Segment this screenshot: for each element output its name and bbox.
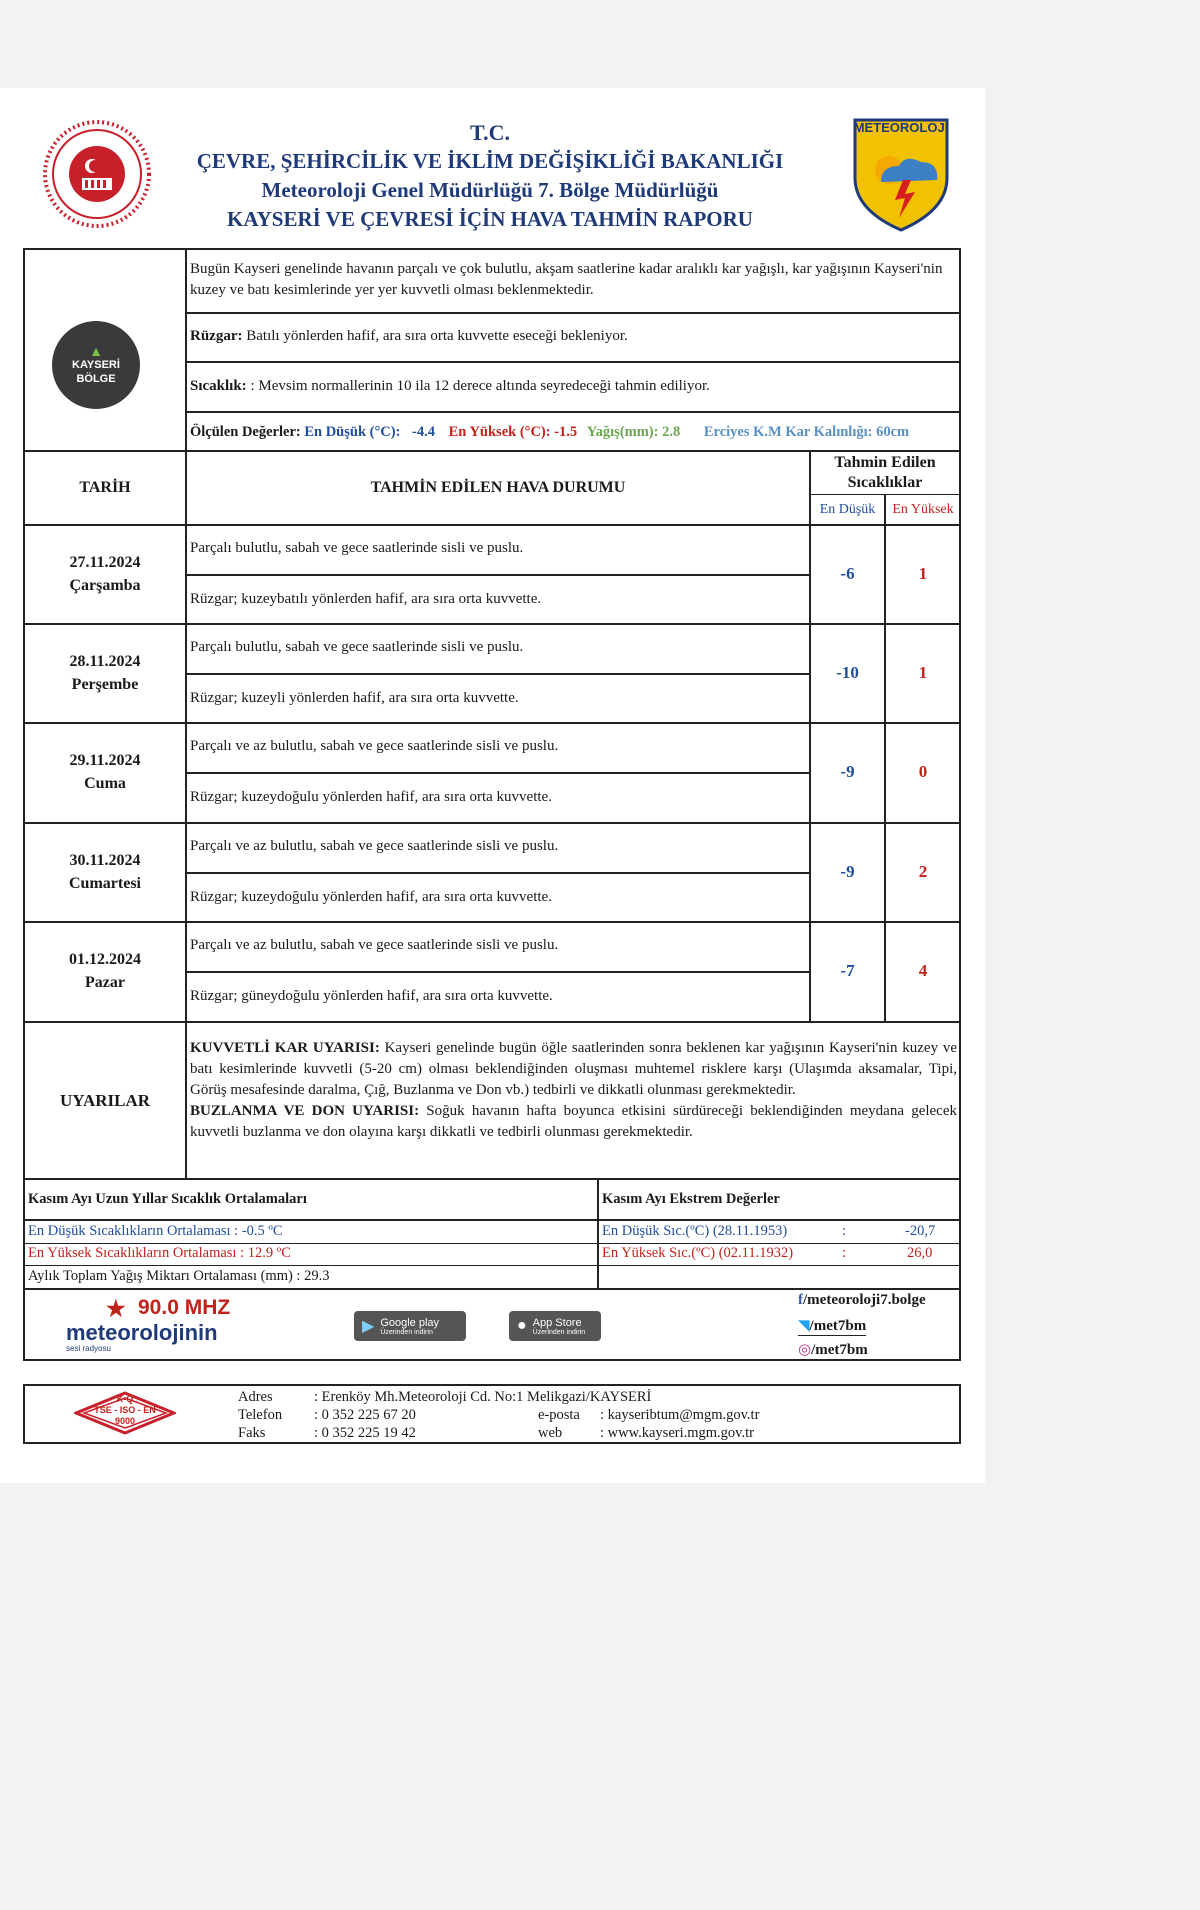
badge-line1: KAYSERİ	[72, 359, 120, 371]
day-wind: Rüzgar; kuzeydoğulu yönlerden hafif, ara sıra orta kuvvette.	[190, 789, 552, 805]
divider	[24, 1219, 960, 1221]
day-low-temp: -7	[840, 961, 855, 980]
day-date-cell	[24, 823, 186, 921]
ministry-seal-logo	[34, 120, 160, 228]
day-high-temp: 0	[918, 762, 928, 781]
day-sky: Parçalı ve az bulutlu, sabah ve gece saatlerinde sisli ve puslu.	[190, 838, 559, 854]
ext-high-value: 26,0	[907, 1245, 933, 1261]
row-subdivider	[187, 673, 809, 675]
ice-warning-title: BUZLANMA VE DON UYARISI:	[190, 1103, 420, 1119]
day-wind: Rüzgar; kuzeyli yönlerden hafif, ara sıra orta kuvvette.	[190, 690, 519, 706]
day-sky: Parçalı bulutlu, sabah ve gece saatlerinde sisli ve puslu.	[190, 639, 524, 655]
cert-line2: TSE - ISO - EN	[94, 1405, 156, 1415]
day-date: 28.11.2024	[69, 653, 141, 670]
report-header	[160, 118, 820, 234]
measured-label: Ölçülen Değerler:	[190, 424, 301, 440]
ext-high-colon: :	[842, 1245, 847, 1261]
wind-label: Rüzgar:	[190, 328, 243, 344]
header-ministry: ÇEVRE, ŞEHİRCİLİK VE İKLİM DEĞİŞİKLİĞİ BAKANLIĞI	[196, 149, 784, 173]
address-value: : Erenköy Mh.Meteoroloji Cd. No:1 Melikgazi/KAYSERİ	[314, 1389, 652, 1405]
measured-min-label: En Düşük (°C):	[304, 424, 401, 440]
radio-frequency: 90.0 MHZ	[138, 1296, 231, 1319]
day-low-temp: -6	[840, 564, 855, 583]
summary-wind	[190, 328, 628, 345]
snow-warning-title: KUVVETLİ KAR UYARISI:	[190, 1040, 380, 1056]
row-subdivider	[187, 872, 809, 874]
radio-logo	[60, 1296, 250, 1356]
instagram-handle: /met7bm	[811, 1342, 868, 1358]
day-date: 29.11.2024	[69, 752, 141, 769]
google-play-sub: Üzerinden indirin	[380, 1328, 433, 1336]
warnings-label: UYARILAR	[59, 1090, 151, 1110]
google-play-label: Google play	[380, 1316, 440, 1329]
col-header-forecast: TAHMİN EDİLEN HAVA DURUMU	[370, 479, 626, 496]
col-header-low: En Düşük	[819, 501, 876, 517]
day-date: 27.11.2024	[69, 554, 141, 571]
twitter-icon: ◥	[798, 1318, 810, 1334]
day-high-temp: 1	[918, 564, 928, 583]
cert-line1: K-Q	[116, 1394, 134, 1404]
row-subdivider	[187, 574, 809, 576]
web-label: web	[538, 1425, 563, 1441]
avg-low: En Düşük Sıcaklıkların Ortalaması : -0.5 ºC	[28, 1223, 283, 1239]
avg-high: En Yüksek Sıcaklıkların Ortalaması : 12.9 ºC	[28, 1245, 291, 1261]
day-low-temp: -9	[840, 862, 855, 881]
fax-label: Faks	[238, 1425, 266, 1441]
day-sky: Parçalı ve az bulutlu, sabah ve gece saatlerinde sisli ve puslu.	[190, 937, 559, 953]
phone-value: : 0 352 225 67 20	[314, 1407, 416, 1423]
day-name: Çarşamba	[69, 577, 141, 594]
day-wind: Rüzgar; güneydoğulu yönlerden hafif, ara sıra orta kuvvette.	[190, 988, 553, 1004]
day-low-temp: -10	[836, 663, 859, 682]
ext-low-label: En Düşük Sıc.(ºC) (28.11.1953)	[602, 1223, 788, 1239]
day-high-temp: 1	[918, 663, 928, 682]
radio-sub: sesi radyosu	[66, 1344, 111, 1353]
radio-name: meteorolojinin	[66, 1320, 218, 1345]
google-play-icon: ▶	[362, 1318, 375, 1335]
summary-general: Bugün Kayseri genelinde havanın parçalı ve çok bulutlu, akşam saatlerine kadar aralıklı kar yağışlı, kar yağışının Kayseri'nin kuzey ve batı kesimlerinde yer yer kuvvetli olması beklenmektedir.	[190, 261, 943, 298]
header-tc: T.C.	[470, 120, 510, 145]
summary-temp	[190, 378, 710, 395]
divider	[24, 1265, 960, 1266]
day-wind: Rüzgar; kuzeybatılı yönlerden hafif, ara sıra orta kuvvette.	[190, 591, 542, 607]
measured-rain: Yağış(mm): 2.8	[586, 424, 681, 440]
phone-label: Telefon	[238, 1407, 283, 1423]
day-date: 30.11.2024	[69, 852, 141, 869]
address-label: Adres	[238, 1389, 273, 1405]
header-directorate: Meteoroloji Genel Müdürlüğü 7. Bölge Müdürlüğü	[261, 178, 719, 202]
day-high-temp: 2	[918, 862, 928, 881]
app-store-button[interactable]	[509, 1311, 601, 1341]
divider	[24, 1178, 960, 1180]
footer-labels	[238, 1388, 282, 1442]
col-header-temps: Tahmin Edilen Sıcaklıklar	[834, 454, 936, 491]
divider	[24, 1243, 960, 1244]
facebook-link[interactable]	[798, 1292, 926, 1309]
warnings-text	[190, 1038, 957, 1143]
kayseri-bolge-badge	[52, 321, 140, 409]
measured-max: En Yüksek (°C): -1.5	[448, 424, 578, 440]
col-header-high: En Yüksek	[892, 501, 954, 517]
footer-contact-labels	[538, 1406, 580, 1442]
day-wind: Rüzgar; kuzeydoğulu yönlerden hafif, ara sıra orta kuvvette.	[190, 889, 552, 905]
day-date-cell	[24, 723, 186, 821]
ext-high-label: En Yüksek Sıc.(ºC) (02.11.1932)	[602, 1245, 794, 1261]
apple-icon: ●	[517, 1317, 527, 1334]
day-date-cell	[24, 525, 186, 623]
avg-rain: Aylık Toplam Yağış Miktarı Ortalaması (mm) : 29.3	[28, 1268, 330, 1284]
web-link[interactable]: : www.kayseri.mgm.gov.tr	[600, 1425, 754, 1441]
badge-line2: BÖLGE	[76, 373, 116, 385]
instagram-link[interactable]	[798, 1340, 868, 1359]
climate-avg-title: Kasım Ayı Uzun Yıllar Sıcaklık Ortalamaları	[28, 1191, 307, 1207]
ext-low-value: -20,7	[905, 1223, 936, 1239]
day-name: Cuma	[84, 775, 126, 792]
meteoroloji-shield-logo	[851, 118, 951, 232]
header-report-title: KAYSERİ VE ÇEVRESİ İÇİN HAVA TAHMİN RAPORU	[227, 207, 753, 231]
measured-values	[190, 424, 960, 441]
climate-ext-title: Kasım Ayı Ekstrem Değerler	[602, 1191, 780, 1207]
cert-text	[74, 1394, 176, 1427]
day-date: 01.12.2024	[69, 951, 141, 968]
divider	[186, 411, 960, 413]
col-header-date: TARİH	[79, 479, 131, 496]
twitter-handle: /met7bm	[809, 1318, 867, 1334]
day-low-temp: -9	[840, 762, 855, 781]
divider	[597, 1179, 599, 1289]
app-store-labels	[533, 1317, 586, 1336]
divider	[24, 1288, 960, 1290]
cert-line3: 9000	[114, 1416, 136, 1426]
ice-warning-text: Soğuk havanın hafta boyunca etkisini sürdüreceği beklendiğinden meydana gelecek kuvvetli buzlanma ve don olayına karşı dikkatli ve tedbirli olunması gerekmektedir.	[190, 1103, 957, 1140]
measured-snow-depth: Erciyes K.M Kar Kalınlığı: 60cm	[703, 424, 910, 440]
row-subdivider	[187, 971, 809, 973]
fax-value: : 0 352 225 19 42	[314, 1425, 416, 1441]
divider	[186, 361, 960, 363]
day-high-temp: 4	[918, 961, 928, 980]
snow-warning-text: Kayseri genelinde bugün öğle saatlerinden sonra beklenen kar yağışının Kayseri'nin kuzey ve batı kesimlerinde kuvvetli (5-20 cm) olması beklendiğinden oluşması muhtemel risklere karşı (Ulaşımda aksamalar, Tipi, Görüş mesafesinde daralma, Çığ, Buzlanma ve Don vb.) tedbirli ve dikkatli olunması gerekmektedir.	[190, 1040, 957, 1098]
instagram-icon: ◎	[798, 1342, 812, 1358]
ext-low-colon: :	[842, 1223, 847, 1239]
twitter-link[interactable]	[798, 1316, 866, 1336]
app-store-label: App Store	[532, 1316, 582, 1329]
temp-label: Sıcaklık:	[190, 378, 247, 394]
day-name: Perşembe	[71, 676, 139, 693]
footer-contact-values	[600, 1406, 759, 1442]
row-subdivider	[187, 772, 809, 774]
email-label: e-posta	[538, 1407, 580, 1423]
day-sky: Parçalı bulutlu, sabah ve gece saatlerinde sisli ve puslu.	[190, 540, 524, 556]
google-play-button[interactable]	[354, 1311, 466, 1341]
divider	[186, 312, 960, 314]
day-date-cell	[24, 624, 186, 722]
email-link[interactable]: : kayseribtum@mgm.gov.tr	[600, 1407, 760, 1423]
temp-text: : Mevsim normallerinin 10 ila 12 derece altında seyredeceği tahmin ediliyor.	[246, 378, 710, 394]
facebook-handle: /meteoroloji7.bolge	[803, 1292, 926, 1308]
day-sky: Parçalı ve az bulutlu, sabah ve gece saatlerinde sisli ve puslu.	[190, 738, 559, 754]
facebook-icon: f	[798, 1292, 803, 1308]
meteoroloji-logo-text: METEOROLOJİ	[853, 120, 949, 135]
radio-star-icon: ★	[106, 1296, 126, 1321]
day-date-cell	[24, 922, 186, 1020]
app-store-sub: Üzerinden indirin	[532, 1328, 586, 1336]
day-name: Pazar	[85, 974, 125, 991]
wind-text: Batılı yönlerden hafif, ara sıra orta kuvvette eseceği bekleniyor.	[242, 328, 628, 344]
google-play-labels	[380, 1317, 439, 1336]
day-name: Cumartesi	[69, 875, 141, 892]
measured-min-value: -4.4	[412, 424, 435, 440]
badge-emblem-icon: ▲	[89, 343, 103, 359]
